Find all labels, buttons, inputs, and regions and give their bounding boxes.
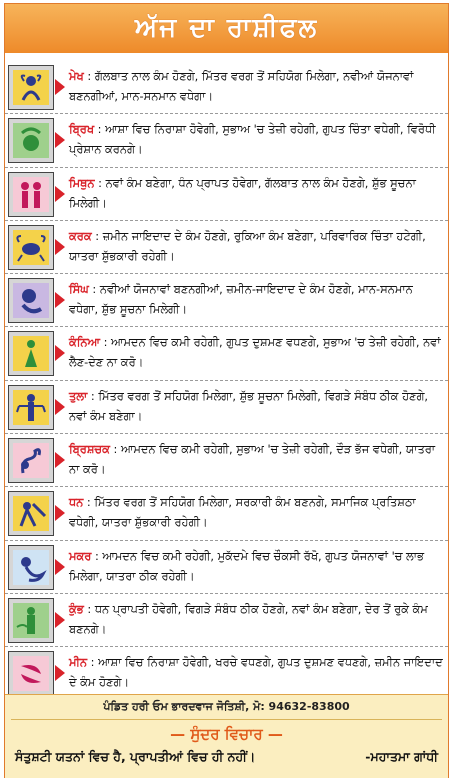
horoscope-text bbox=[69, 332, 445, 372]
quote-text: ਸੰਤੁਸ਼ਟੀ ਯਤਨਾਂ ਵਿਚ ਹੈ, ਪ੍ਰਾਪਤੀਆਂ ਵਿਚ ਹੀ ਨਹੀਂ। bbox=[15, 749, 256, 764]
sign-name: ਬ੍ਰਿਖ bbox=[69, 122, 95, 137]
horoscope-text bbox=[69, 66, 445, 106]
scorpio-icon bbox=[13, 443, 49, 478]
cancer-icon bbox=[13, 230, 49, 265]
sign-image-frame bbox=[8, 278, 54, 323]
horoscope-text bbox=[69, 279, 445, 319]
horoscope-row bbox=[5, 274, 448, 327]
horoscope-row bbox=[5, 541, 448, 594]
sign-image-frame bbox=[8, 651, 54, 696]
horoscope-text bbox=[69, 546, 445, 586]
sign-image-frame bbox=[8, 331, 54, 376]
sign-name: ਕੁੰਭ bbox=[69, 601, 84, 616]
virgo-icon bbox=[13, 336, 49, 371]
horoscope-text bbox=[69, 173, 445, 213]
sign-name: ਮਿਥੁਨ bbox=[69, 175, 95, 190]
sign-image-frame bbox=[8, 491, 54, 536]
separator: : bbox=[83, 601, 95, 616]
prediction-text: ਨਵੀਆਂ ਯੋਜਨਾਵਾਂ ਬਣਨਗੀਆਂ, ਜ਼ਮੀਨ-ਜਾਇਦਾਦ ਦੇ ਕੰਮ ਹੋਣਗੇ, ਮਾਨ-ਸਨਮਾਨ ਵਧੇਗਾ, ਸ਼ੁੱਭ ਸੂਚਨਾ ਮਿਲੇਗੀ। bbox=[69, 282, 413, 317]
separator: : bbox=[94, 175, 106, 190]
prediction-text: ਆਮਦਨ ਵਿਚ ਕਮੀ ਰਹੇਗੀ, ਗੁਪਤ ਦੁਸ਼ਮਣ ਵਧਣਗੇ, ਸੁਭਾਅ 'ਚ ਤੇਜ਼ੀ ਰਹੇਗੀ, ਨਵਾਂ ਲੈਣ-ਦੇਣ ਨਾ ਕਰੋ। bbox=[69, 335, 441, 370]
aries-icon bbox=[13, 70, 49, 105]
taurus-icon bbox=[13, 123, 49, 158]
arrow-right-icon bbox=[55, 345, 65, 361]
arrow-right-icon bbox=[55, 559, 65, 575]
horoscope-row bbox=[5, 487, 448, 540]
prediction-text: ਗੱਲਬਾਤ ਨਾਲ ਕੰਮ ਹੋਣਗੇ, ਮਿੱਤਰ ਵਰਗ ਤੋਂ ਸਹਿਯੋਗ ਮਿਲੇਗਾ, ਨਵੀਆਂ ਯੋਜਨਾਵਾਂ ਬਣਨਗੀਆਂ, ਮਾਨ-ਸਨਮਾਨ ਵਧੇਗਾ। bbox=[69, 69, 414, 103]
sign-name: ਬ੍ਰਿਸ਼ਚਕ bbox=[69, 442, 110, 457]
prediction-text: ਨਵਾਂ ਕੰਮ ਬਣੇਗਾ, ਧੰਨ ਪ੍ਰਾਪਤ ਹੋਵੇਗਾ, ਗੱਲਬਾਤ ਨਾਲ ਕੰਮ ਹੋਣਗੇ, ਸ਼ੁੱਭ ਸੂਚਨਾ ਮਿਲੇਗੀ। bbox=[69, 175, 416, 210]
horoscope-row bbox=[5, 327, 448, 380]
header-banner bbox=[5, 4, 448, 53]
separator: : bbox=[87, 655, 99, 670]
sign-name: ਕਰਕ bbox=[69, 228, 92, 243]
sign-name: ਕੰਨਿਆ bbox=[69, 335, 100, 350]
prediction-text: ਮਿੱਤਰ ਵਰਗ ਤੋਂ ਸਹਿਯੋਗ ਮਿਲੇਗਾ, ਸ਼ੁੱਭ ਸੂਚਨਾ ਮਿਲੇਗੀ, ਵਿਗੜੇ ਸੰਬੰਧ ਠੀਕ ਹੋਣਗੇ, ਨਵਾਂ ਕੰਮ ਬਣੇਗਾ। bbox=[69, 388, 429, 423]
sign-name: ਮੇਖ bbox=[69, 69, 84, 83]
separator: : bbox=[91, 228, 103, 243]
arrow-right-icon bbox=[55, 399, 65, 415]
horoscope-row bbox=[5, 221, 448, 274]
horoscope-row bbox=[5, 381, 448, 434]
footer-divider bbox=[11, 719, 442, 720]
sign-name: ਧਨ bbox=[69, 495, 84, 510]
horoscope-row bbox=[5, 168, 448, 221]
horoscope-list bbox=[5, 61, 448, 701]
prediction-text: ਆਸ਼ਾ ਵਿਚ ਨਿਰਾਸ਼ਾ ਹੋਵੇਗੀ, ਸੁਭਾਅ 'ਚ ਤੇਜ਼ੀ ਰਹੇਗੀ, ਗੁਪਤ ਚਿੰਤਾ ਵਧੇਗੀ, ਵਿਰੋਧੀ ਪ੍ਰੇਸ਼ਾਨ ਕਰਨਗੇ। bbox=[69, 122, 436, 157]
pisces-icon bbox=[13, 656, 49, 691]
horoscope-text bbox=[69, 439, 445, 479]
prediction-text: ਆਮਦਨ ਵਿਚ ਕਮੀ ਰਹੇਗੀ, ਸੁਭਾਅ 'ਚ ਤੇਜ਼ੀ ਰਹੇਗੀ, ਦੌੜ ਭੱਜ ਵਧੇਗੀ, ਯਾਤਰਾ ਨਾ ਕਰੋ। bbox=[69, 442, 436, 477]
horoscope-text bbox=[69, 119, 445, 159]
arrow-right-icon bbox=[55, 239, 65, 255]
capricorn-icon bbox=[13, 550, 49, 585]
separator: : bbox=[88, 282, 100, 297]
separator: : bbox=[99, 335, 112, 350]
separator: : bbox=[87, 388, 99, 403]
arrow-right-icon bbox=[55, 186, 65, 202]
arrow-right-icon bbox=[55, 612, 65, 628]
quote-author: -ਮਹਾਤਮਾ ਗਾਂਧੀ bbox=[365, 749, 438, 764]
thought-title: — ਸੁੰਦਰ ਵਿਚਾਰ — bbox=[170, 725, 283, 743]
leo-icon bbox=[13, 283, 49, 318]
sign-image-frame bbox=[8, 225, 54, 270]
sign-name: ਮੀਨ bbox=[69, 655, 88, 670]
horoscope-row bbox=[5, 434, 448, 487]
sign-image-frame bbox=[8, 172, 54, 217]
separator: : bbox=[109, 442, 121, 457]
horoscope-text bbox=[69, 492, 445, 532]
horoscope-row bbox=[5, 114, 448, 167]
prediction-text: ਧਨ ਪ੍ਰਾਪਤੀ ਹੋਵੇਗੀ, ਵਿਗੜੇ ਸੰਬੰਧ ਠੀਕ ਹੋਣਗੇ, ਨਵਾਂ ਕੰਮ ਬਣੇਗਾ, ਦੇਰ ਤੋਂ ਰੁਕੇ ਕੰਮ ਬਣਨਗੇ। bbox=[69, 601, 428, 636]
prediction-text: ਮਿੱਤਰ ਵਰਗ ਤੋਂ ਸਹਿਯੋਗ ਮਿਲੇਗਾ, ਸਰਕਾਰੀ ਕੰਮ ਬਣਨਗੇ, ਸਮਾਜਿਕ ਪ੍ਰਤਿਸ਼ਠਾ ਵਧੇਗੀ, ਯਾਤਰਾ ਸ਼ੁੱਭਕਾਰੀ ਰਹੇਗੀ। bbox=[69, 495, 416, 530]
sign-name: ਸਿੰਘ bbox=[69, 282, 89, 297]
sign-image-frame bbox=[8, 545, 54, 590]
horoscope-row bbox=[5, 61, 448, 114]
separator: : bbox=[94, 122, 106, 137]
footer bbox=[5, 694, 448, 778]
prediction-text: ਜ਼ਮੀਨ ਜਾਇਦਾਦ ਦੇ ਕੰਮ ਹੋਣਗੇ, ਰੁਕਿਆ ਕੰਮ ਬਣੇਗਾ, ਪਰਿਵਾਰਿਕ ਚਿੰਤਾ ਹਟੇਗੀ, ਯਾਤਰਾ ਸ਼ੁੱਭਕਾਰੀ ਰਹੇਗੀ। bbox=[69, 228, 426, 263]
horoscope-panel bbox=[4, 3, 449, 778]
libra-icon bbox=[13, 390, 49, 425]
horoscope-row bbox=[5, 594, 448, 647]
sign-image-frame bbox=[8, 385, 54, 430]
sign-name: ਮਕਰ bbox=[69, 548, 92, 563]
horoscope-text bbox=[69, 599, 445, 639]
arrow-right-icon bbox=[55, 132, 65, 148]
page-title: ਅੱਜ ਦਾ ਰਾਸ਼ੀਫਲ bbox=[134, 13, 319, 43]
horoscope-text bbox=[69, 652, 445, 692]
sign-image-frame bbox=[8, 118, 54, 163]
arrow-right-icon bbox=[55, 292, 65, 308]
horoscope-text bbox=[69, 226, 445, 266]
sign-image-frame bbox=[8, 65, 54, 110]
arrow-right-icon bbox=[55, 505, 65, 521]
arrow-right-icon bbox=[55, 452, 65, 468]
separator: : bbox=[83, 495, 95, 510]
sign-image-frame bbox=[8, 438, 54, 483]
sign-image-frame bbox=[8, 598, 54, 643]
aquarius-icon bbox=[13, 603, 49, 638]
prediction-text: ਆਮਦਨ ਵਿਚ ਕਮੀ ਰਹੇਗੀ, ਮੁਕੱਦਮੇ ਵਿਚ ਚੌਕਸੀ ਰੱਖੋ, ਗੁਪਤ ਯੋਜਨਾਵਾਂ 'ਚ ਲਾਭ ਮਿਲੇਗਾ, ਯਾਤਰਾ ਠੀਕ ਰਹੇਗੀ। bbox=[69, 548, 424, 583]
separator: : bbox=[83, 69, 95, 83]
sign-name: ਤੁਲਾ bbox=[69, 388, 88, 403]
arrow-right-icon bbox=[55, 665, 65, 681]
gemini-icon bbox=[13, 177, 49, 212]
sagittarius-icon bbox=[13, 496, 49, 531]
author-line: ਪੰਡਿਤ ਹਰੀ ਓਮ ਭਾਰਦਵਾਜ ਜੋਤਿਸ਼ੀ, ਮੋ: 94632-83800 bbox=[103, 700, 350, 713]
horoscope-row bbox=[5, 647, 448, 700]
prediction-text: ਆਸ਼ਾ ਵਿਚ ਨਿਰਾਸ਼ਾ ਹੋਵੇਗੀ, ਖਰਚੇ ਵਧਣਗੇ, ਗੁਪਤ ਦੁਸ਼ਮਣ ਵਧਣਗੇ, ਜ਼ਮੀਨ ਜਾਇਦਾਦ ਦੇ ਕੰਮ ਹੋਣਗੇ। bbox=[69, 655, 443, 690]
horoscope-text bbox=[69, 386, 445, 426]
separator: : bbox=[91, 548, 103, 563]
arrow-right-icon bbox=[55, 79, 65, 95]
